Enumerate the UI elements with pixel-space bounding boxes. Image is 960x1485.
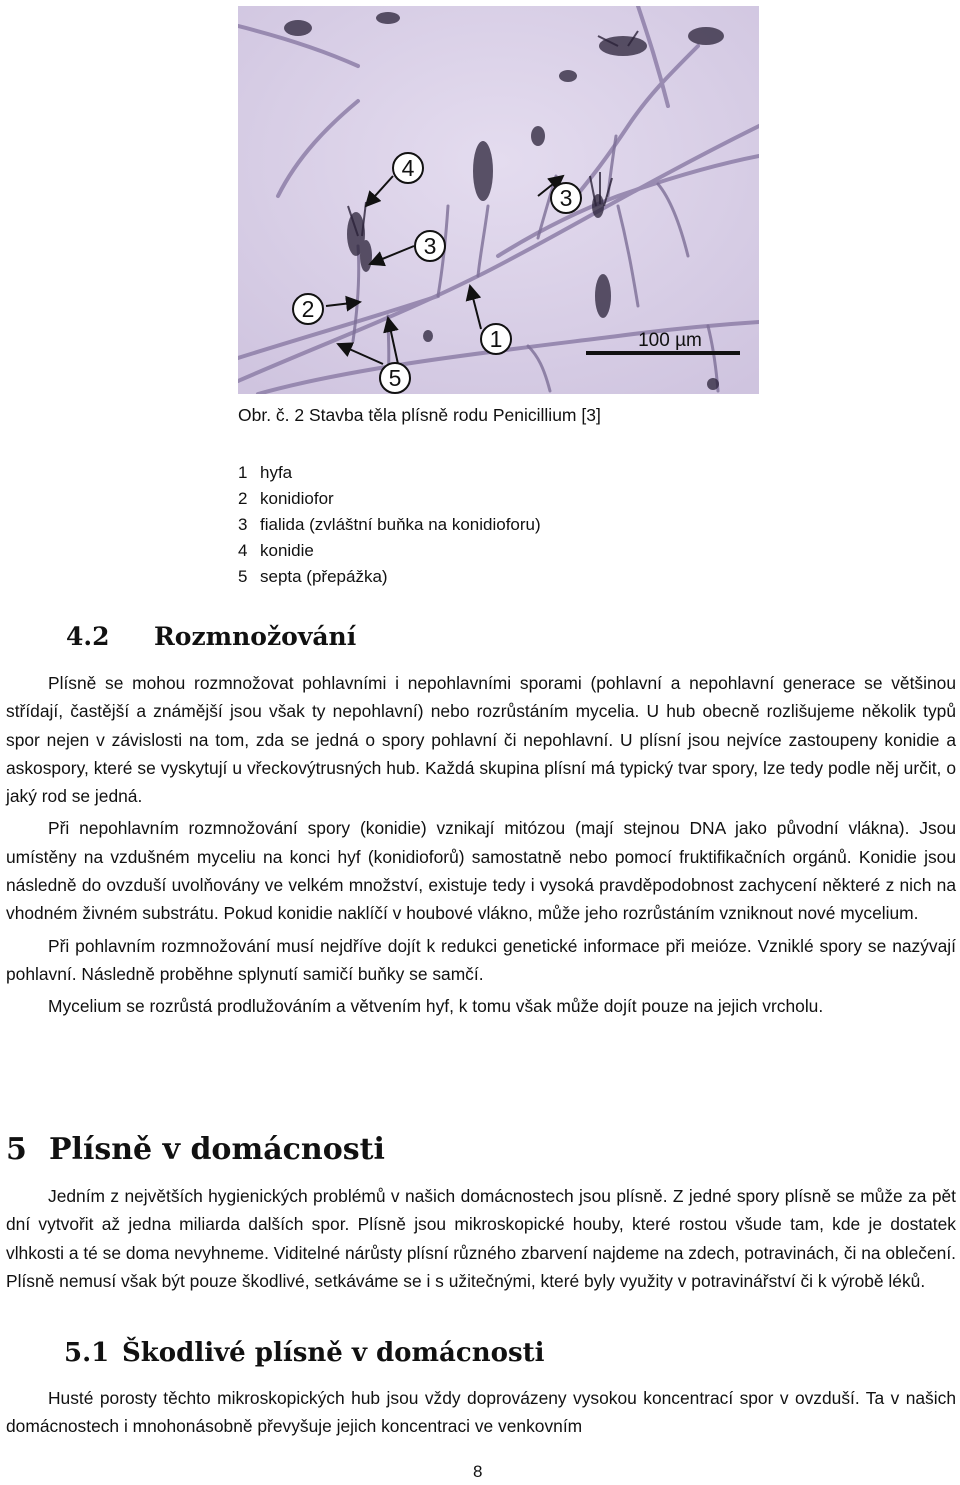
- svg-text:3: 3: [423, 233, 437, 259]
- section-5-1-body: [6, 1384, 956, 1445]
- figure-label-3a: [415, 231, 445, 261]
- paragraph: Plísně se mohou rozmnožovat pohlavními i nepohlavními sporami (pohlavní a nepohlavní generace se většinou střídají, častější a známější jsou však ty nepohlavní) nebo rozrůstáním mycelia. U hub obecně rozlišujeme několik typů spor nejen v závislosti na tom, zda se jedná o spory pohlavní či nepohlavní. U plísní jsou nejvíce zastoupeny konidie a askospory, které se vyskytují u vřeckovýtrusných hub. Každá skupina plísní má typický tvar spory, lze tedy podle něj určit, o jaký rod se jedná.: [6, 673, 956, 807]
- figure-legend: [238, 460, 541, 590]
- section-4-2-body: [6, 669, 956, 1025]
- section-heading-4-2: 4.2 Rozmnožování: [66, 622, 357, 651]
- figure-label-5: [380, 363, 410, 393]
- legend-item: 2 konidiofor: [238, 489, 334, 508]
- section-heading-5-1: 5.1 Škodlivé plísně v domácnosti: [64, 1338, 545, 1368]
- paragraph: Jedním z největších hygienických problémů v našich domácnostech jsou plísně. Z jedné spory plísně se může za pět dní vytvořit až jedna miliarda dalších spor. Plísně jsou mikroskopické houby, které rostou všude tam, kde je dostatek vlhkosti a té se doma nevyhneme. Viditelné nárůsty plísní různého zbarvení najdeme na zdech, potravinách, či na oblečení. Plísně nemusí však být pouze škodlivé, setkáváme se i s užitečnými, které byly využity v potravinářství či k výrobě léků.: [6, 1186, 956, 1291]
- paragraph: Při pohlavním rozmnožování musí nejdříve dojít k redukci genetické informace při meióze. Vzniklé spory se nazývají pohlavní. Následně proběhne splynutí samičí buňky se samčí.: [6, 935, 956, 984]
- figure-caption: Obr. č. 2 Stavba těla plísně rodu Penicillium [3]: [238, 405, 601, 425]
- paragraph: Při nepohlavním rozmnožování spory (konidie) vznikají mitózou (mají stejnou DNA jako původní vlákna). Jsou umístěny na vzdušném myceliu na konci hyf (konidioforů) samostatně nebo pomocí fruktifikačních orgánů. Konidie jsou následně do ovzduší uvolňovány ve velkém množství, existuje tedy i vysoká pravděpodobnost zachycení některé z nich na vhodném živném substrátu. Pokud konidie naklíčí v houbové vlákno, může jeho rozrůstáním vzniknout nové mycelium.: [6, 818, 956, 924]
- legend-item: 5 septa (přepážka): [238, 567, 388, 586]
- legend-item: 4 konidie: [238, 541, 314, 560]
- paragraph: Mycelium se rozrůstá prodlužováním a větvením hyf, k tomu však může dojít pouze na jejich vrcholu.: [48, 996, 824, 1017]
- figure-label-4: [393, 153, 423, 183]
- svg-text:2: 2: [301, 296, 315, 322]
- penicillium-micrograph: [238, 6, 759, 394]
- svg-text:3: 3: [559, 185, 573, 211]
- paragraph: Husté porosty těchto mikroskopických hub jsou vždy doprovázeny vysokou koncentrací spor v ovzduší. Ta v našich domácnostech i mnohonásobně převyšuje jejich koncentraci ve venkovním: [6, 1388, 956, 1437]
- figure-label-2: [293, 294, 323, 324]
- legend-item: 3 fialida (zvláštní buňka na konidioforu): [238, 515, 541, 534]
- figure-label-3b: [551, 183, 581, 213]
- svg-text:100 µm: 100 µm: [638, 330, 702, 351]
- svg-text:4: 4: [401, 155, 415, 181]
- svg-text:1: 1: [489, 326, 503, 352]
- section-heading-5: 5 Plísně v domácnosti: [6, 1132, 385, 1167]
- svg-text:5: 5: [388, 365, 402, 391]
- figure-label-1: [481, 324, 511, 354]
- section-5-body: [6, 1182, 956, 1299]
- page-number: 8: [473, 1462, 483, 1481]
- legend-item: 1 hyfa: [238, 463, 293, 482]
